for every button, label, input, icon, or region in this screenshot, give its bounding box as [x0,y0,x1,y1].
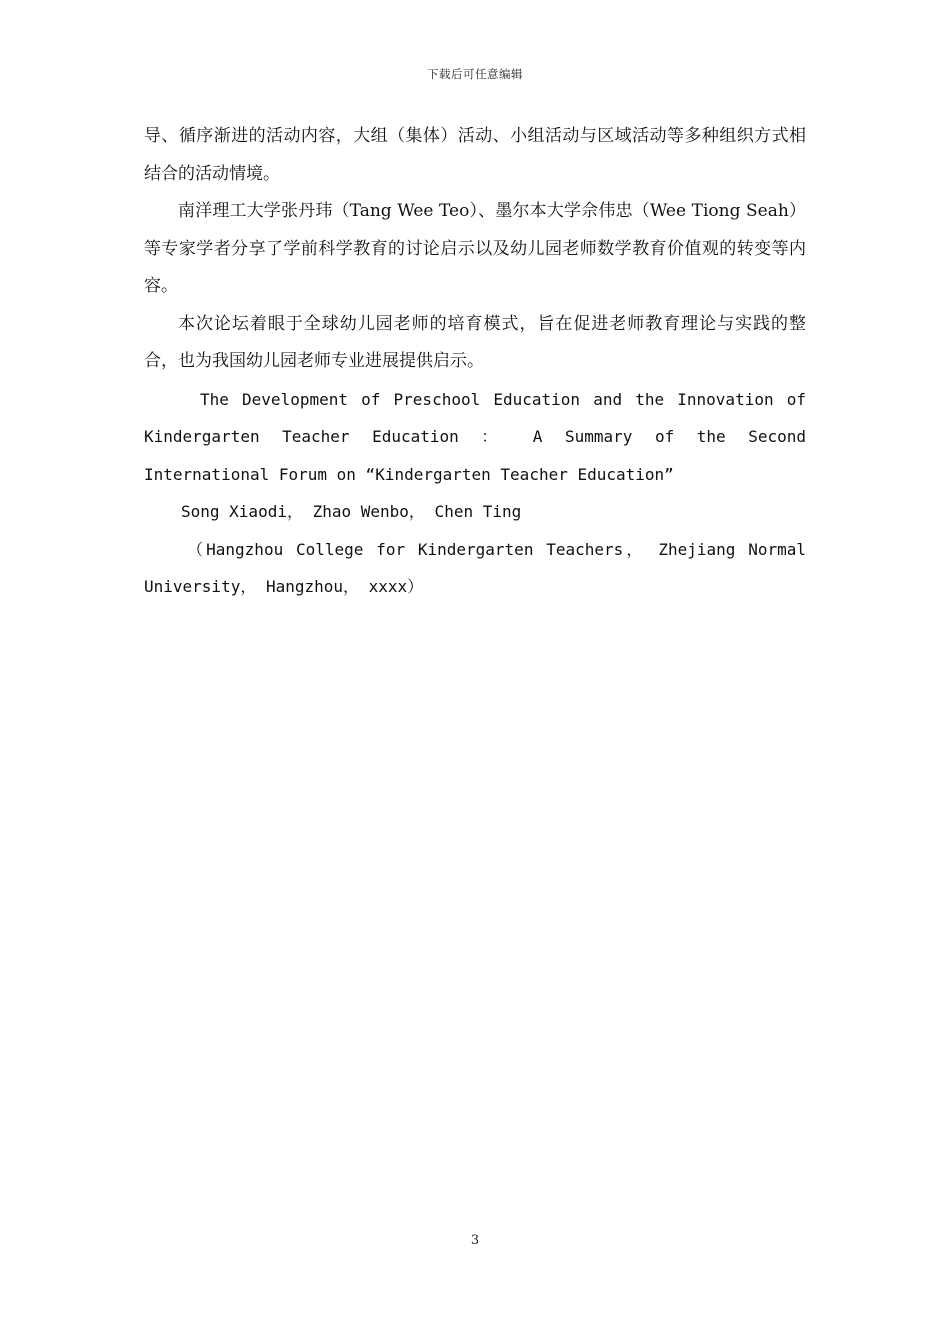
paragraph-activity-content: 导、循序渐进的活动内容，大组（集体）活动、小组活动与区域活动等多种组织方式相结合的活动情境。 [144,126,806,184]
page-header: 下载后可任意编辑 [427,67,523,81]
english-title-line: Kindergarten Teacher Education ： A Summary of the Second [144,427,806,446]
paragraph-forum-focus: 本次论坛着眼于全球幼儿园老师的培育模式，旨在促进老师教育理论与实践的整合，也为我国幼儿园老师专业进展提供启示。 [144,313,806,371]
english-affiliation-line: University， Hangzhou， xxxx） [144,577,424,596]
paragraph-experts: 南洋理工大学张丹玮（Tang Wee Teo）、墨尔本大学佘伟忠（Wee Tiong Seah）等专家学者分享了学前科学教育的讨论启示以及幼儿园老师数学教育价值观的转变等内容。 [144,201,806,296]
english-authors: Song Xiaodi， Zhao Wenbo， Chen Ting [181,502,522,521]
english-title [144,381,806,494]
english-affiliation [144,531,806,606]
page-number: 3 [470,1233,480,1248]
english-title-line: The Development of Preschool Education and the Innovation of [200,389,806,409]
english-title-line: International Forum on “Kindergarten Teacher Education” [144,464,674,484]
body-text [144,118,806,606]
english-affiliation-line: （Hangzhou College for Kindergarten Teachers， Zhejiang Normal [187,539,806,559]
